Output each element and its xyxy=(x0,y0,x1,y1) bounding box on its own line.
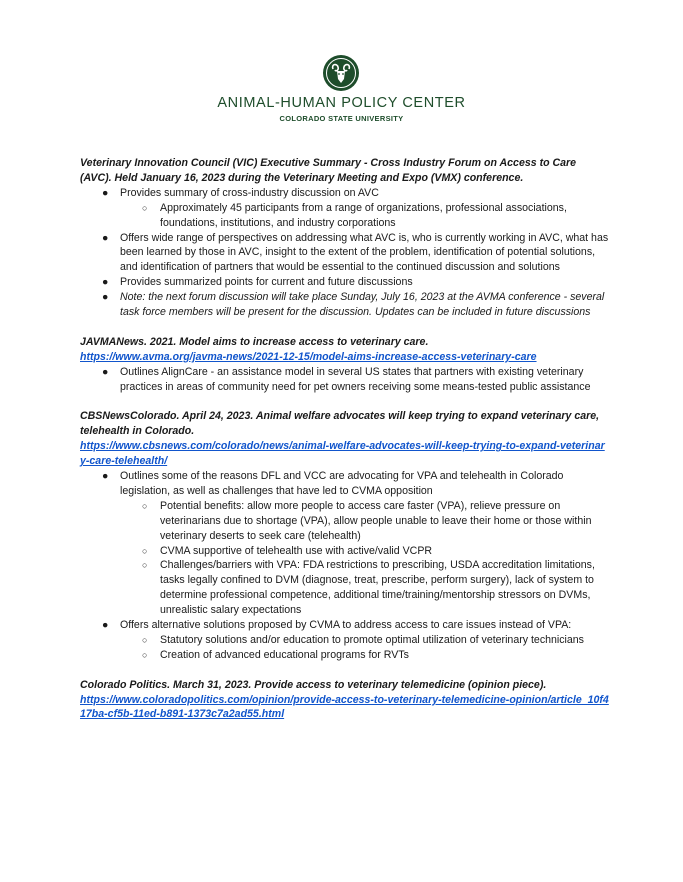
reference-entry xyxy=(80,156,610,320)
bullet-list xyxy=(80,469,610,663)
sub-bullet-list xyxy=(120,633,610,663)
bullet-dot-icon: ● xyxy=(102,231,109,244)
reference-entry xyxy=(80,409,610,662)
university-name: COLORADO STATE UNIVERSITY xyxy=(279,114,404,123)
sub-list-item-text: CVMA supportive of telehealth use with active/valid VCPR xyxy=(160,544,433,557)
list-item xyxy=(80,275,610,290)
sub-bullet-list xyxy=(120,201,610,231)
sub-list-item-text: Challenges/barriers with VPA: FDA restrictions to prescribing, USDA accreditation limitations, tasks legally confined to DVM (diagnose, treat, prescribe, perform surgery), lack of system to determine professional competence, additional time/training/mentorship stressors on DVMs, unrealistic salary expectations xyxy=(160,559,595,617)
spacer xyxy=(80,320,610,335)
bullet-circle-icon: ○ xyxy=(142,560,148,571)
entry-link-row xyxy=(80,350,610,365)
sub-bullet-list xyxy=(120,499,610,618)
entry-link-row xyxy=(80,693,610,723)
sub-list-item-text: Creation of advanced educational programs for RVTs xyxy=(160,648,409,661)
reference-entry xyxy=(80,678,610,723)
list-item-text: Outlines AlignCare - an assistance model in several US states that partners with existing veterinary practices in areas of community need for pet owners receiving some means-tested public assistance xyxy=(120,365,591,393)
list-item-text: Outlines some of the reasons DFL and VCC are advocating for VPA and telehealth in Colorado legislation, as well as challenges that have led to CVMA opposition xyxy=(120,470,564,497)
document-body xyxy=(80,156,610,722)
spacer xyxy=(80,663,610,678)
bullet-dot-icon: ● xyxy=(102,186,109,199)
bullet-circle-icon: ○ xyxy=(142,634,148,645)
org-name: ANIMAL-HUMAN POLICY CENTER xyxy=(217,95,466,111)
list-item-text: Provides summary of cross-industry discussion on AVC xyxy=(120,186,379,199)
entry-title: CBSNewsColorado. April 24, 2023. Animal welfare advocates will keep trying to expand veterinary care, telehealth in Colorado. xyxy=(80,410,600,438)
sub-list-item xyxy=(120,558,610,618)
sub-list-item xyxy=(120,633,610,648)
bullet-list xyxy=(80,365,610,395)
sub-list-item-text: Approximately 45 participants from a range of organizations, professional associations, foundations, institutions, and industry corporations xyxy=(160,201,567,229)
bullet-circle-icon: ○ xyxy=(142,545,148,556)
entry-title: Veterinary Innovation Council (VIC) Executive Summary - Cross Industry Forum on Access to Care (AVC). Held January 16, 2023 during the Veterinary Meeting and Expo (VMX) conference. xyxy=(80,157,577,184)
list-item-text: Offers wide range of perspectives on addressing what AVC is, who is currently working in AVC, what has been learned by those in AVC, insight to the extent of the problem, identification of potential solutions, and identification of partners that would be essential to the continued discussion and solutions xyxy=(120,231,609,274)
entry-link[interactable]: https://www.avma.org/javma-news/2021-12-15/model-aims-increase-access-veterinary-care xyxy=(80,350,537,363)
bullet-circle-icon: ○ xyxy=(142,202,148,213)
list-item-text: Provides summarized points for current and future discussions xyxy=(120,276,413,289)
sub-list-item-text: Statutory solutions and/or education to promote optimal utilization of veterinary technicians xyxy=(160,633,584,646)
sub-list-item xyxy=(120,648,610,663)
sub-list-item xyxy=(120,544,610,559)
bullet-dot-icon: ● xyxy=(102,365,109,378)
list-item xyxy=(80,231,610,276)
spacer xyxy=(80,394,610,409)
reference-entry xyxy=(80,335,610,395)
bullet-circle-icon: ○ xyxy=(142,649,148,660)
list-item xyxy=(80,186,610,231)
list-item-text: Offers alternative solutions proposed by CVMA to address access to care issues instead of VPA: xyxy=(120,619,572,632)
bullet-circle-icon: ○ xyxy=(142,500,148,511)
sub-list-item xyxy=(120,201,610,231)
list-item xyxy=(80,290,610,320)
list-item-text: Note: the next forum discussion will take place Sunday, July 16, 2023 at the AVMA conference - several task force members will be present for the discussion. Updates can be included in future discussions xyxy=(120,291,605,319)
sub-list-item-text: Potential benefits: allow more people to access care faster (VPA), relieve pressure on veterinarians due to shortage (VPA), allow people unable to leave their home or those within veterinary deserts to seek care (telehealth) xyxy=(160,499,592,542)
bullet-dot-icon: ● xyxy=(102,291,109,304)
sub-list-item xyxy=(120,499,610,544)
bullet-dot-icon: ● xyxy=(102,619,109,632)
entry-link[interactable]: https://www.coloradopolitics.com/opinion/provide-access-to-veterinary-telemedicine-opinion/article_10f417ba-cf5b-11ed-b891-1373c7a2ad55.html xyxy=(80,693,609,721)
list-item xyxy=(80,618,610,663)
csu-ram-logo-icon xyxy=(322,54,360,92)
list-item xyxy=(80,365,610,395)
bullet-dot-icon: ● xyxy=(102,276,109,289)
entry-title: JAVMANews. 2021. Model aims to increase access to veterinary care. xyxy=(80,335,429,348)
bullet-list xyxy=(80,186,610,320)
entry-link[interactable]: https://www.cbsnews.com/colorado/news/animal-welfare-advocates-will-keep-trying-to-expand-veterinary-care-telehealth/ xyxy=(80,440,605,468)
entry-link-row xyxy=(80,439,610,469)
entry-title: Colorado Politics. March 31, 2023. Provide access to veterinary telemedicine (opinion piece). xyxy=(80,678,547,691)
list-item xyxy=(80,469,610,618)
bullet-dot-icon: ● xyxy=(102,470,109,482)
